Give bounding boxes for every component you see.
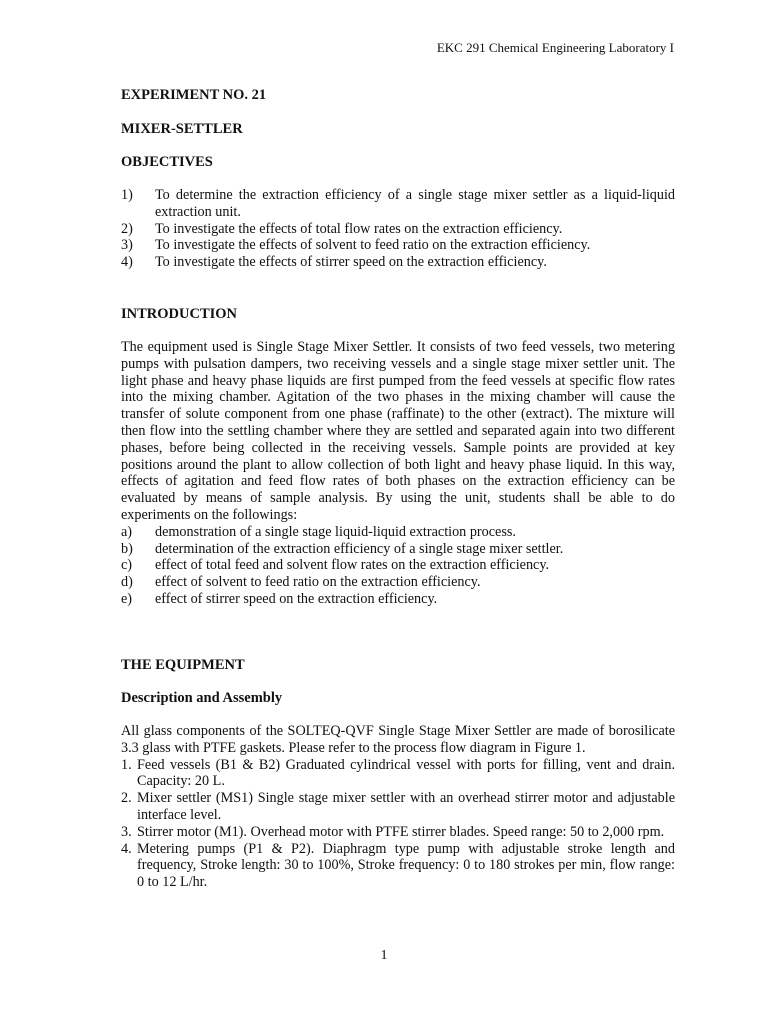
objectives-section: [121, 154, 675, 271]
equipment-list: [121, 757, 675, 891]
introduction-item: a) demonstration of a single stage liquid-liquid extraction process.: [121, 523, 516, 540]
introduction-item: c) effect of total feed and solvent flow rates on the extraction efficiency.: [121, 557, 550, 574]
page-number: 1: [380, 948, 388, 963]
introduction-heading: INTRODUCTION: [121, 306, 238, 322]
experiment-title: [121, 87, 675, 104]
introduction-item: e) effect of stirrer speed on the extraction efficiency.: [121, 590, 438, 607]
mixer-settler-heading: MIXER-SETTLER: [121, 121, 243, 137]
objective-item: 2) To investigate the effects of total flow rates on the extraction efficiency.: [121, 220, 563, 237]
introduction-paragraph: The equipment used is Single Stage Mixer Settler. It consists of two feed vessels, two metering pumps with pulsation dampers, two receiving vessels and a single stage mixer settler unit. The light phase and heavy phase liquids are first pumped from the feed vessels at specific flow rates into the mixing chamber. Agitation of the two phases in the mixing chamber will cause the transfer of solute component from one phase (raffinate) to the other (extract). The mixture will then flow into the settling chamber where they are settled and separated again into two different phases, before being collected in the receiving vessels. Sample points are provided at key positions around the plant to allow collection of both light and heavy phase liquid. In this way, effects of agitation and feed flow rates of both phases on the extraction efficiency can be evaluated by means of sample analysis. By using the unit, students shall be able to do experiments on the followings:: [121, 339, 675, 523]
equipment-item: 1. Feed vessels (B1 & B2) Graduated cylindrical vessel with ports for filling, vent and drain. Capacity: 20 L.: [121, 756, 675, 790]
objective-item: 1) To determine the extraction efficiency of a single stage mixer settler as a liquid-liquid extraction unit.: [121, 187, 675, 220]
experiment-number-heading: EXPERIMENT NO. 21: [121, 87, 267, 103]
subject-title-block: [121, 121, 675, 138]
equipment-item: 3. Stirrer motor (M1). Overhead motor with PTFE stirrer blades. Speed range: 50 to 2,000 rpm.: [121, 823, 665, 840]
introduction-item: d) effect of solvent to feed ratio on the extraction efficiency.: [121, 574, 481, 591]
equipment-heading: THE EQUIPMENT: [121, 657, 245, 673]
description-subheading: Description and Assembly: [121, 690, 283, 706]
equipment-item: 4. Metering pumps (P1 & P2). Diaphragm type pump with adjustable stroke length and frequency, Stroke length: 30 to 100%, Stroke frequency: 0 to 180 strokes per min, flow range: 0 to 12 L/hr.: [121, 840, 675, 891]
objectives-heading: OBJECTIVES: [121, 154, 213, 170]
equipment-section: [121, 657, 675, 891]
equipment-item: 2. Mixer settler (MS1) Single stage mixer settler with an overhead stirrer motor and adjustable interface level.: [121, 790, 675, 823]
equipment-paragraph: All glass components of the SOLTEQ-QVF Single Stage Mixer Settler are made of borosilicate 3.3 glass with PTFE gaskets. Please refer to the process flow diagram in Figure 1.: [121, 723, 675, 756]
introduction-item: b) determination of the extraction efficiency of a single stage mixer settler.: [121, 540, 564, 557]
introduction-list: [121, 524, 675, 608]
objective-item: 4) To investigate the effects of stirrer speed on the extraction efficiency.: [121, 254, 547, 271]
running-header: EKC 291 Chemical Engineering Laboratory I: [436, 40, 674, 55]
introduction-section: [121, 306, 675, 608]
objective-item: 3) To investigate the effects of solvent to feed ratio on the extraction efficiency.: [121, 237, 591, 254]
objectives-list: [121, 187, 675, 271]
